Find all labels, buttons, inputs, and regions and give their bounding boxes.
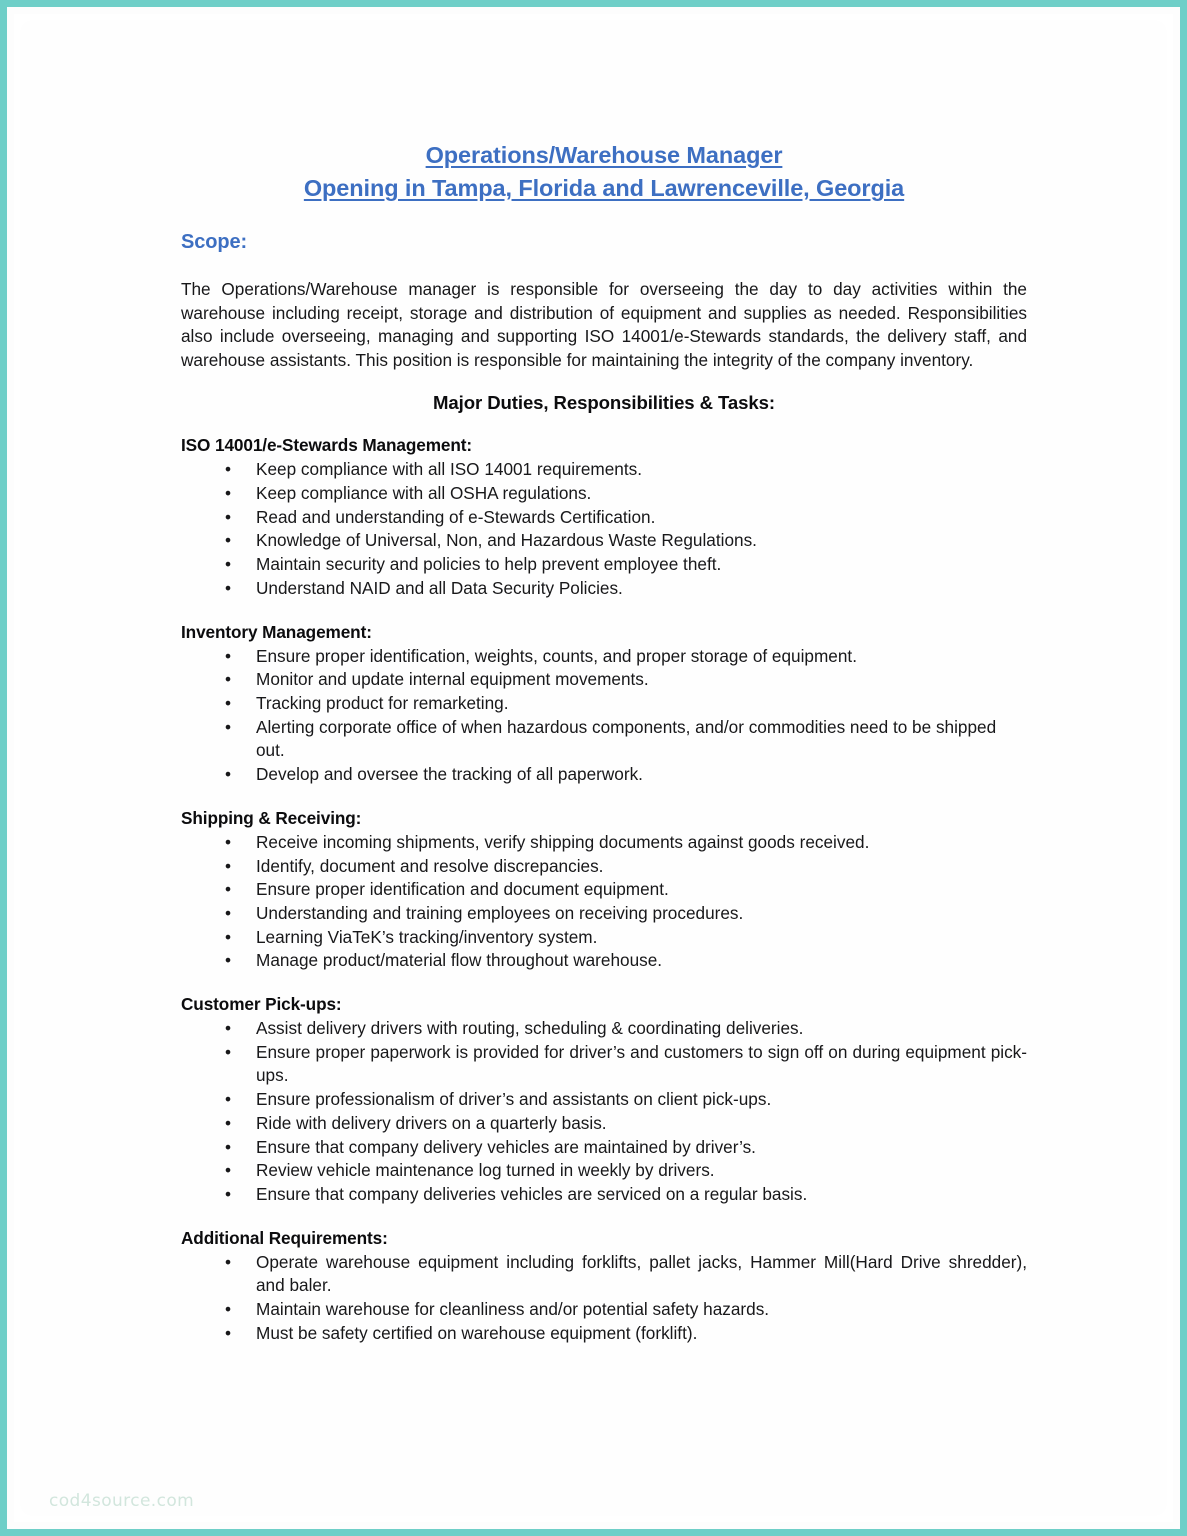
- bullet-point-icon: •: [225, 1299, 232, 1320]
- bullet-item-text: Maintain warehouse for cleanliness and/or potential safety hazards.: [256, 1299, 770, 1320]
- bullet-item: [181, 878, 1027, 902]
- section-bullet-list: [181, 1017, 1027, 1207]
- bullet-point-icon: •: [225, 1251, 232, 1272]
- bullet-item: [181, 577, 1027, 601]
- bullet-item: [181, 529, 1027, 553]
- bullet-point-icon: •: [225, 879, 232, 900]
- bullet-item: [181, 1088, 1027, 1112]
- bullet-item-text: Manage product/material flow throughout warehouse.: [256, 950, 663, 971]
- duties-section: [181, 435, 1027, 600]
- bullet-point-icon: •: [225, 1136, 232, 1157]
- document-content: [181, 139, 1027, 1345]
- bullet-item-text: Alerting corporate office of when hazardous components, and/or commodities need to be shipped out.: [256, 716, 997, 761]
- bullet-item: [181, 692, 1027, 716]
- bullet-item: [181, 553, 1027, 577]
- bullet-item: [181, 716, 1027, 763]
- bullet-item: [181, 926, 1027, 950]
- major-duties-heading: Major Duties, Responsibilities & Tasks:: [433, 392, 775, 414]
- bullet-item: [181, 645, 1027, 669]
- bullet-item: [181, 831, 1027, 855]
- bullet-item: [181, 1298, 1027, 1322]
- bullet-item-text: Ensure proper identification and document equipment.: [256, 879, 669, 900]
- bullet-item-text: Must be safety certified on warehouse equipment (forklift).: [256, 1322, 698, 1343]
- watermark: cod4source.com: [49, 1491, 195, 1511]
- bullet-item-text: Ride with delivery drivers on a quarterly basis.: [256, 1112, 607, 1133]
- bullet-item-text: Knowledge of Universal, Non, and Hazardous Waste Regulations.: [256, 530, 757, 551]
- document-title-line-1: Operations/Warehouse Manager: [425, 142, 783, 168]
- bullet-item-text: Receive incoming shipments, verify shipping documents against goods received.: [256, 831, 870, 852]
- bullet-point-icon: •: [225, 855, 232, 876]
- bullet-point-icon: •: [225, 645, 232, 666]
- bullet-point-icon: •: [225, 1160, 232, 1181]
- bullet-item: [181, 1136, 1027, 1160]
- bullet-item: [181, 1017, 1027, 1041]
- page-inner-surface: [14, 14, 1173, 1522]
- document-title-line-2: Opening in Tampa, Florida and Lawrenceville, Georgia: [303, 175, 905, 201]
- document-title: [181, 139, 1027, 205]
- section-bullet-list: [181, 831, 1027, 973]
- bullet-item: [181, 506, 1027, 530]
- bullet-item-text: Keep compliance with all OSHA regulations.: [256, 483, 592, 504]
- bullet-point-icon: •: [225, 831, 232, 852]
- bullet-item: [181, 1041, 1027, 1088]
- bullet-item-text: Identify, document and resolve discrepancies.: [256, 855, 604, 876]
- duties-section: [181, 1228, 1027, 1346]
- bullet-point-icon: •: [225, 1322, 232, 1343]
- bullet-item-text: Ensure that company delivery vehicles are maintained by driver’s.: [256, 1136, 756, 1157]
- bullet-item: [181, 458, 1027, 482]
- bullet-point-icon: •: [225, 1112, 232, 1133]
- section-bullet-list: [181, 645, 1027, 787]
- sections-container: [181, 435, 1027, 1345]
- bullet-point-icon: •: [225, 926, 232, 947]
- bullet-item-text: Keep compliance with all ISO 14001 requirements.: [256, 459, 642, 480]
- bullet-point-icon: •: [225, 459, 232, 480]
- scope-heading: Scope:: [181, 231, 248, 253]
- bullet-item-text: Understand NAID and all Data Security Policies.: [256, 577, 623, 598]
- bullet-item: [181, 1183, 1027, 1207]
- bullet-item-text: Ensure proper identification, weights, counts, and proper storage of equipment.: [256, 645, 857, 666]
- bullet-item-text: Understanding and training employees on receiving procedures.: [256, 902, 744, 923]
- duties-section: [181, 808, 1027, 973]
- bullet-point-icon: •: [225, 764, 232, 785]
- scope-paragraph: The Operations/Warehouse manager is responsible for overseeing the day to day activities within the warehouse including receipt, storage and distribution of equipment and supplies as needed. Responsibilities also include overseeing, managing and supporting ISO 14001/e-Stewards standards, the delivery staff, and warehouse assistants. This position is responsible for maintaining the integrity of the company inventory.: [181, 279, 1027, 370]
- bullet-item-text: Assist delivery drivers with routing, scheduling & coordinating deliveries.: [256, 1018, 804, 1039]
- bullet-item-text: Ensure that company deliveries vehicles are serviced on a regular basis.: [256, 1183, 808, 1204]
- bullet-point-icon: •: [225, 950, 232, 971]
- bullet-point-icon: •: [225, 1183, 232, 1204]
- bullet-item-text: Operate warehouse equipment including forklifts, pallet jacks, Hammer Mill(Hard Drive shredder), and baler.: [256, 1251, 1027, 1296]
- bullet-point-icon: •: [225, 577, 232, 598]
- bullet-item: [181, 1251, 1027, 1298]
- bullet-point-icon: •: [225, 554, 232, 575]
- bullet-item: [181, 1159, 1027, 1183]
- section-heading: Additional Requirements:: [181, 1227, 388, 1248]
- bullet-item: [181, 949, 1027, 973]
- bullet-item-text: Learning ViaTeK’s tracking/inventory system.: [256, 926, 598, 947]
- bullet-item: [181, 1322, 1027, 1346]
- section-bullet-list: [181, 458, 1027, 600]
- bullet-point-icon: •: [225, 1041, 232, 1062]
- bullet-point-icon: •: [225, 902, 232, 923]
- bullet-point-icon: •: [225, 669, 232, 690]
- bullet-point-icon: •: [225, 1018, 232, 1039]
- bullet-item-text: Review vehicle maintenance log turned in weekly by drivers.: [256, 1160, 715, 1181]
- bullet-item-text: Read and understanding of e-Stewards Certification.: [256, 506, 656, 527]
- bullet-point-icon: •: [225, 530, 232, 551]
- section-heading: Shipping & Receiving:: [181, 807, 362, 828]
- duties-section: [181, 622, 1027, 787]
- bullet-item-text: Maintain security and policies to help prevent employee theft.: [256, 554, 722, 575]
- bullet-item: [181, 668, 1027, 692]
- bullet-item-text: Ensure proper paperwork is provided for driver’s and customers to sign off on during equipment pick-ups.: [256, 1041, 1027, 1086]
- bullet-point-icon: •: [225, 1089, 232, 1110]
- bullet-item: [181, 763, 1027, 787]
- bullet-point-icon: •: [225, 483, 232, 504]
- bullet-item: [181, 855, 1027, 879]
- bullet-item-text: Develop and oversee the tracking of all paperwork.: [256, 764, 643, 785]
- bullet-point-icon: •: [225, 506, 232, 527]
- bullet-item-text: Tracking product for remarketing.: [256, 693, 509, 713]
- section-heading: Inventory Management:: [181, 621, 372, 642]
- section-heading: Customer Pick-ups:: [181, 994, 342, 1015]
- section-heading: ISO 14001/e-Stewards Management:: [181, 435, 473, 456]
- section-bullet-list: [181, 1251, 1027, 1346]
- bullet-point-icon: •: [225, 693, 232, 713]
- bullet-item-text: Ensure professionalism of driver’s and assistants on client pick-ups.: [256, 1089, 772, 1110]
- bullet-point-icon: •: [225, 716, 232, 737]
- bullet-item: [181, 482, 1027, 506]
- bullet-item-text: Monitor and update internal equipment movements.: [256, 669, 649, 690]
- bullet-item: [181, 1112, 1027, 1136]
- duties-section: [181, 994, 1027, 1207]
- bullet-item: [181, 902, 1027, 926]
